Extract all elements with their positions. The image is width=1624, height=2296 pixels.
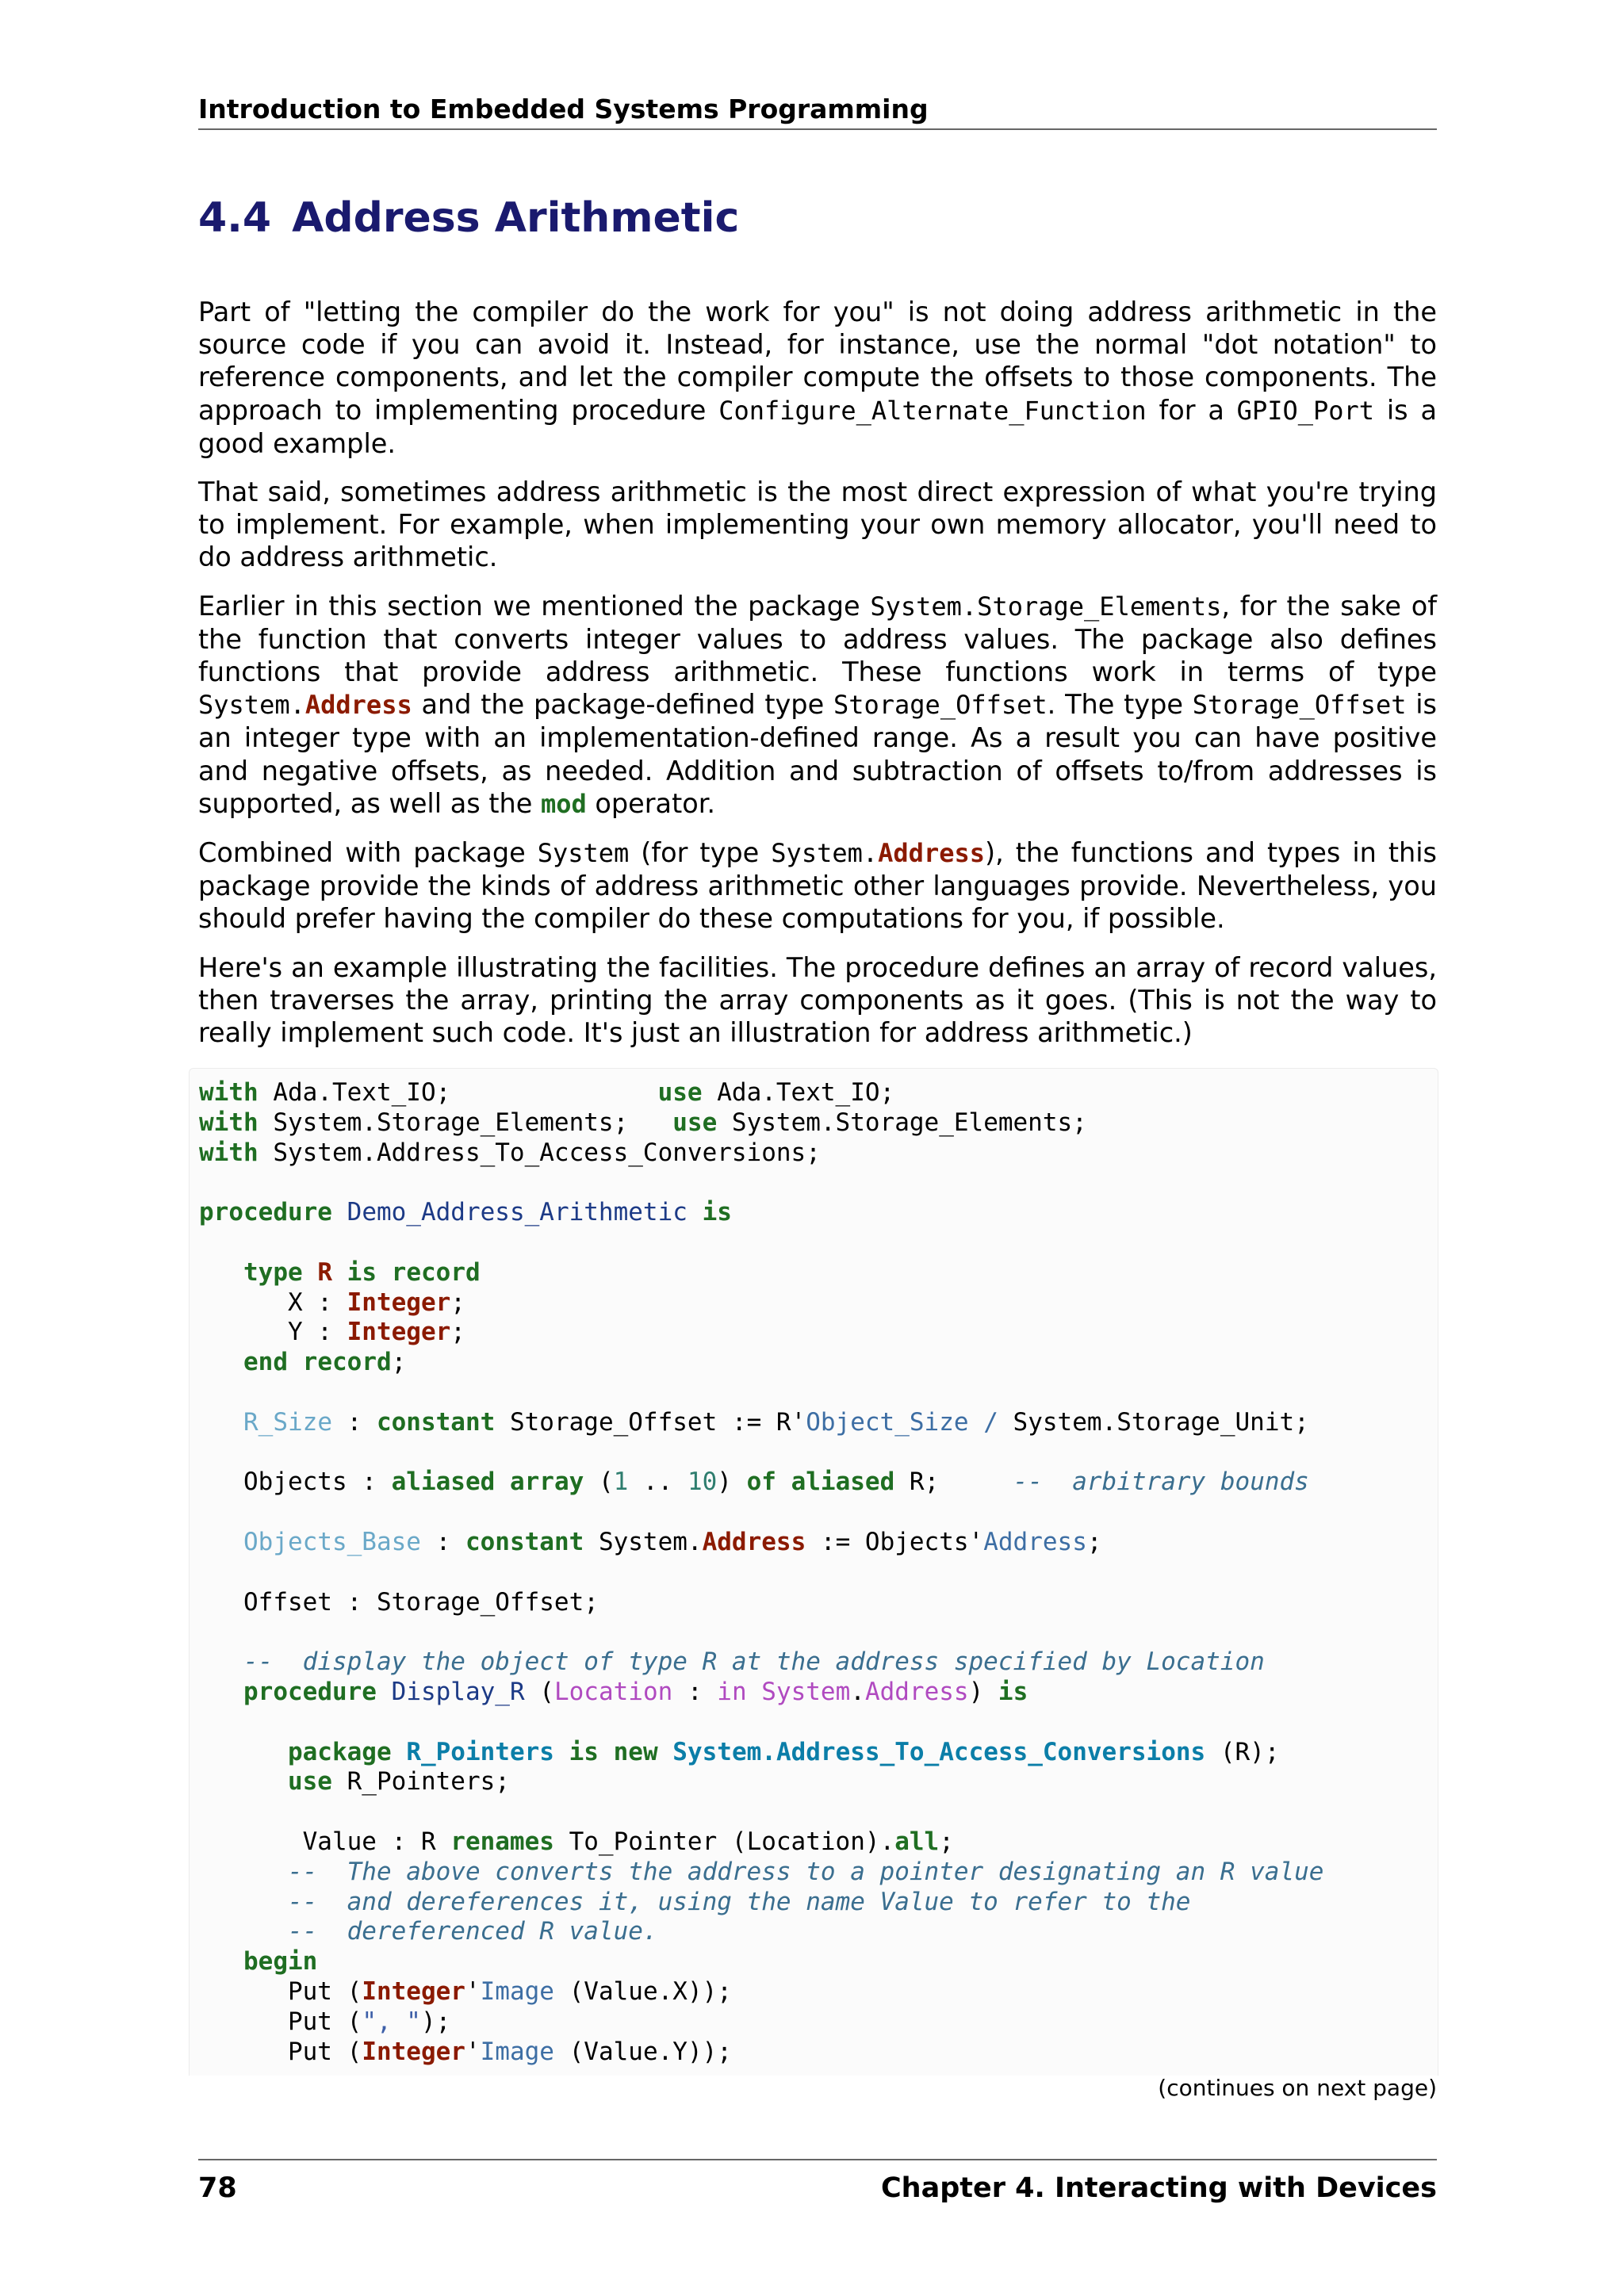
code-token [199, 1767, 288, 1796]
code-line [199, 1858, 1323, 1886]
code-token: Ada.Text_IO; [702, 1078, 895, 1107]
code-token: Address [864, 1677, 969, 1706]
code-line [199, 1917, 658, 1946]
paragraph [198, 296, 1437, 460]
code-token: with [199, 1078, 259, 1107]
section-heading [198, 190, 739, 246]
code-token: Objects_Base [243, 1527, 421, 1556]
code-token: ) [717, 1468, 747, 1497]
code-token: ", " [362, 2007, 421, 2036]
code-token: begin [243, 1947, 318, 1976]
code-line [199, 1198, 732, 1226]
code-token: is [347, 1257, 377, 1287]
code-token: Image [480, 1976, 554, 2006]
code-token: R_Size [243, 1407, 332, 1437]
inline-code: System [537, 838, 630, 869]
code-token: procedure [243, 1677, 377, 1706]
code-token: ' [465, 1976, 481, 2006]
code-token: R_Pointers; [331, 1767, 510, 1797]
code-token [599, 1738, 614, 1766]
continues-note: (continues on next page) [1158, 2075, 1437, 2101]
code-token [495, 1468, 510, 1496]
code-token: all [894, 1827, 940, 1856]
code-line [199, 1977, 732, 2006]
code-token [303, 1258, 318, 1287]
code-line [199, 2007, 450, 2036]
code-token: ; [1086, 1527, 1102, 1556]
paragraph-text: is an integer type with an implementation-defined range. As a result you can have positive and negative offsets, as needed. Addition and subtraction of offsets to/from addresses is supported, as well as the [198, 689, 1437, 819]
code-token: Offset : Storage_Offset; [199, 1587, 599, 1617]
code-token: constant [465, 1527, 584, 1556]
code-token: Demo_Address_Arithmetic [347, 1198, 688, 1227]
code-token: ; [450, 1288, 465, 1317]
code-token: use [287, 1767, 332, 1797]
inline-code: Address [304, 690, 412, 721]
code-token: := Objects' [806, 1527, 984, 1556]
code-token: Y : [199, 1318, 347, 1347]
code-line [199, 1138, 821, 1167]
code-token: Display_R [391, 1677, 525, 1706]
code-token [392, 1738, 407, 1766]
inline-code: Storage_Offset [1192, 690, 1407, 721]
code-token: type [243, 1257, 303, 1287]
code-token: R_Pointers [406, 1737, 554, 1766]
code-token: System.Storage_Elements; [258, 1108, 673, 1137]
code-token: ); [420, 2007, 451, 2036]
code-token [776, 1468, 791, 1496]
code-token: (R); [1205, 1737, 1280, 1766]
paragraph-text: , for the sake of the function that converts integer values to address values. The package also defines functions that provide address arithmetic. These functions work in terms of type [198, 590, 1437, 688]
code-token: in [717, 1677, 747, 1706]
code-token: Integer [362, 2037, 465, 2066]
body-text [198, 296, 1437, 1065]
code-token [199, 1888, 288, 1916]
code-block [189, 1068, 1438, 2076]
code-token: System [761, 1677, 851, 1706]
code-token [199, 1647, 243, 1676]
section-title: Address Arithmetic [292, 194, 740, 242]
code-line [199, 1647, 1265, 1676]
code-token [199, 1947, 243, 1976]
code-line [199, 2038, 732, 2066]
page-number: 78 [198, 2172, 237, 2204]
code-token: Image [480, 2037, 554, 2066]
code-token [199, 1408, 243, 1437]
code-line [199, 1588, 599, 1617]
code-token: use [672, 1108, 718, 1137]
code-token: constant [376, 1407, 496, 1437]
code-token: Integer [347, 1288, 451, 1317]
code-line [199, 1947, 317, 1976]
code-token [377, 1258, 392, 1287]
code-token: ' [465, 2037, 481, 2066]
code-token: record [391, 1257, 481, 1287]
code-token: new [613, 1737, 658, 1766]
code-token [199, 1917, 288, 1946]
code-token: System. [584, 1527, 703, 1556]
paragraph-text: operator. [586, 787, 716, 819]
code-token [288, 1348, 303, 1376]
paragraph [198, 836, 1437, 936]
code-token: : [420, 1527, 465, 1556]
code-token: Objects : [199, 1468, 392, 1497]
code-token: Storage_Offset := R' [495, 1407, 806, 1437]
code-token: use [657, 1078, 703, 1107]
code-token: aliased [791, 1468, 895, 1497]
code-line [199, 1348, 406, 1376]
code-comment: -- arbitrary bounds [1013, 1468, 1309, 1497]
paragraph-text: ), the functions and types in this package provide the kinds of address arithmetic other languages provide. Nevertheless, you should prefer having the compiler do these computations for you, if possible. [198, 837, 1437, 935]
code-line [199, 1827, 954, 1856]
code-token [332, 1198, 347, 1226]
code-line [199, 1738, 1280, 1766]
chapter-title: Chapter 4. Interacting with Devices [880, 2172, 1437, 2204]
code-token [377, 1678, 392, 1706]
paragraph-text: is a good example. [198, 394, 1437, 459]
code-token: .. [628, 1468, 688, 1497]
code-line [199, 1108, 1087, 1137]
code-token: Ada.Text_IO; [258, 1078, 658, 1107]
code-line [199, 1767, 510, 1796]
code-token: Integer [347, 1318, 451, 1347]
code-token: Address [702, 1527, 806, 1556]
paragraph-text: . The type [1047, 689, 1193, 721]
code-token: record [302, 1348, 392, 1377]
code-line [199, 1318, 465, 1346]
code-token [199, 1528, 243, 1556]
code-token: package [287, 1737, 392, 1766]
code-token: System.Storage_Elements; [717, 1108, 1087, 1137]
inline-code: Address [878, 838, 985, 869]
running-header: Introduction to Embedded Systems Programming [198, 94, 1437, 130]
code-token: end [243, 1348, 288, 1377]
inline-code: System. [771, 838, 879, 869]
code-token [969, 1408, 984, 1437]
code-token [199, 1678, 243, 1706]
code-listing [190, 1069, 1438, 2067]
code-token: / [983, 1407, 998, 1437]
paragraph-text: for a [1146, 394, 1237, 426]
paragraph-text: and the package-defined type [412, 689, 833, 721]
code-comment: -- dereferenced R value. [287, 1917, 658, 1946]
code-token: ( [524, 1677, 554, 1706]
section-number: 4.4 [198, 194, 272, 242]
code-token: : [672, 1677, 718, 1706]
code-line [199, 1078, 894, 1107]
code-token: ; [450, 1318, 465, 1347]
code-comment: -- The above converts the address to a pointer designating an R value [287, 1857, 1324, 1886]
code-token: 10 [687, 1468, 718, 1497]
code-line [199, 1408, 1309, 1437]
code-token [688, 1198, 703, 1226]
code-token: (Value.X)); [553, 1976, 732, 2006]
code-token: Put ( [199, 2007, 362, 2036]
code-token: 1 [613, 1468, 629, 1497]
code-token: . [850, 1677, 865, 1706]
code-token [747, 1678, 762, 1706]
code-token: Address [983, 1527, 1087, 1556]
code-token: ( [584, 1468, 614, 1497]
code-token: procedure [199, 1198, 332, 1227]
paragraph [198, 476, 1437, 574]
code-token [199, 1348, 243, 1376]
code-token: array [509, 1468, 584, 1497]
code-token: aliased [391, 1468, 496, 1497]
paragraph [198, 951, 1437, 1050]
code-token: System.Address_To_Access_Conversions [672, 1737, 1206, 1766]
code-line [199, 1888, 1190, 1916]
code-token: is [569, 1737, 599, 1766]
inline-code: System.Storage_Elements [870, 591, 1222, 622]
document-page [198, 0, 1437, 2296]
inline-code: GPIO_Port [1236, 395, 1375, 426]
code-token: R; [894, 1468, 1013, 1497]
code-token: To_Pointer (Location). [553, 1827, 895, 1856]
code-line [199, 1288, 465, 1317]
code-token: Value : R [199, 1827, 451, 1856]
code-token: System.Storage_Unit; [998, 1407, 1309, 1437]
code-token: Location [553, 1677, 673, 1706]
inline-code: mod [540, 788, 587, 819]
code-token: System.Address_To_Access_Conversions; [258, 1138, 821, 1167]
code-token: with [199, 1108, 259, 1137]
inline-code: Storage_Offset [833, 690, 1048, 721]
code-line [199, 1528, 1102, 1556]
code-token: ; [391, 1348, 407, 1377]
code-line [199, 1678, 1028, 1706]
code-token: (Value.Y)); [553, 2037, 732, 2066]
paragraph-text: (for type [629, 837, 772, 869]
code-line [199, 1468, 1309, 1496]
inline-code: System. [198, 690, 305, 721]
paragraph [198, 590, 1437, 821]
code-token: ) [968, 1677, 998, 1706]
code-token: Integer [362, 1976, 465, 2006]
code-token: of [746, 1468, 776, 1497]
paragraph-text: That said, sometimes address arithmetic is the most direct expression of what you're trying to implement. For example, when implementing your own memory allocator, you'll need to do address arithmetic. [198, 476, 1437, 573]
code-token [199, 1858, 288, 1886]
paragraph-text: Part of "letting the compiler do the work for you" is not doing address arithmetic in the source code if you can avoid it. Instead, for instance, use the normal "dot notation" to reference components, and let the compiler compute the offsets to those components. The approach to implementing procedure [198, 297, 1437, 426]
code-token: is [998, 1677, 1028, 1706]
code-token [554, 1738, 569, 1766]
code-token: Put ( [199, 1976, 362, 2006]
code-token [199, 1738, 288, 1766]
code-token: Put ( [199, 2037, 362, 2066]
code-token [332, 1258, 347, 1287]
code-token: with [199, 1138, 259, 1167]
inline-code: Configure_Alternate_Function [718, 395, 1147, 426]
code-token: renames [450, 1827, 554, 1856]
paragraph-text: Here's an example illustrating the facilities. The procedure defines an array of record values, then traverses the array, printing the array components as it goes. (This is not the way to really implement such code. It's just an illustration for address arithmetic.) [198, 951, 1437, 1049]
code-token: R [317, 1257, 332, 1287]
code-token [658, 1738, 673, 1766]
code-comment: -- display the object of type R at the address specified by Location [243, 1647, 1265, 1677]
page-footer [198, 2159, 1437, 2205]
paragraph-text: Earlier in this section we mentioned the package [198, 590, 871, 622]
code-token: ; [939, 1827, 954, 1856]
code-token: : [331, 1407, 377, 1437]
code-token: X : [199, 1288, 347, 1317]
code-comment: -- and dereferences it, using the name Value to refer to the [287, 1887, 1191, 1916]
code-token: Object_Size [806, 1407, 969, 1437]
code-token: is [702, 1198, 732, 1227]
paragraph-text: Combined with package [198, 837, 538, 869]
code-token [199, 1258, 243, 1287]
code-line [199, 1258, 481, 1287]
